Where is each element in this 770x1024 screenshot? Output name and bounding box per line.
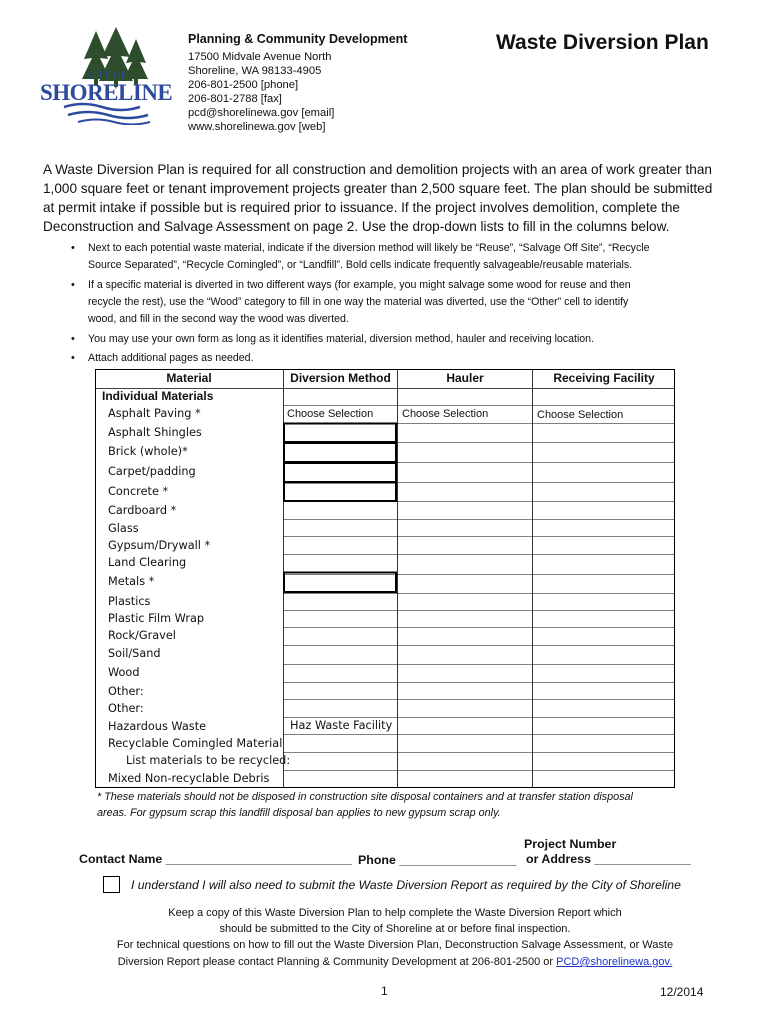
column-header-facility: Receiving Facility [553,371,655,385]
material-row-label: Recyclable Comingled Material [108,737,283,750]
material-row-label: Plastics [108,595,151,608]
logo-shoreline: SHORELINE [40,80,173,105]
material-row-label: Hazardous Waste [108,720,207,733]
intro-line: at permit intake if possible but is required prior to issuance. If the project involves demolition, complete the [43,200,680,215]
column-header-material: Material [166,371,212,385]
email-link[interactable]: PCD@shorelinewa.gov. [556,956,673,968]
bullet-text: Attach additional pages as needed. [88,352,254,364]
logo-city-of: CITY OF [87,71,127,81]
material-row-label: Rock/Gravel [108,629,176,642]
project-number-label: Project Number [524,837,617,851]
material-row-label: List materials to be recycled: [126,754,291,767]
org-name: Planning & Community Development [188,32,408,46]
page-number: 1 [381,984,388,998]
material-row-label: Cardboard * [108,504,177,517]
contact-name-field[interactable]: Contact Name ___________________________ [79,852,352,866]
material-row-label: Asphalt Shingles [108,426,202,439]
receiving-facility-select[interactable]: Choose Selection [537,409,624,421]
bullet-text: wood, and fill in the second way the wood was diverted. [88,313,349,325]
bullet-text: Source Separated”, “Recycle Comingled”, or “Landfill”. Bold cells indicate frequently salvageable/reusable materials. [88,259,633,271]
page-title: Waste Diversion Plan [496,31,709,54]
material-row-label: Concrete * [108,485,169,498]
material-row-label: Carpet/padding [108,465,196,478]
instruction-bullet [71,240,711,274]
closing-line [95,954,695,971]
closing-line: Keep a copy of this Waste Diversion Plan to help complete the Waste Diversion Report which [168,907,622,919]
bullet-text: recycle the rest), use the “Wood” category to fill in one way the material was diverted, use the “Other” cell to identify [88,296,629,308]
bullet-icon: • [71,352,75,364]
material-row-label: Metals * [108,575,155,588]
material-row-label: Land Clearing [108,556,187,569]
instruction-bullet [71,277,711,328]
bullet-text: You may use your own form as long as it identifies material, diversion method, hauler and receiving location. [88,333,595,345]
footnote [97,789,697,821]
intro-line: Deconstruction and Salvage Assessment on page 2. Use the drop-down lists to fill in the columns below. [43,219,670,234]
footnote-line: areas. For gypsum scrap this landfill disposal ban applies to new gypsum scrap only. [97,807,501,819]
material-row-label: Gypsum/Drywall * [108,539,211,552]
waste-table [95,369,675,788]
phone-field[interactable]: Phone _________________ [358,853,517,867]
haz-waste-facility-value: Haz Waste Facility [290,719,393,732]
email-line: pcd@shorelinewa.gov [email] [188,107,335,119]
material-row-label: Brick (whole)* [108,445,188,458]
phone-line: 206-801-2500 [phone] [188,79,299,91]
material-row-label: Other: [108,685,144,698]
footnote-line: * These materials should not be disposed in construction site disposal containers and at transfer station disposal [97,791,633,803]
bullet-icon: • [71,242,75,254]
address-line1: 17500 Midvale Avenue North [188,51,332,63]
material-row-label: Plastic Film Wrap [108,612,205,625]
bullet-text: If a specific material is diverted in two different ways (for example, you might salvage some wood for reuse and then [88,279,631,291]
address-field[interactable]: or Address ______________ [526,852,691,866]
web-line: www.shorelinewa.gov [web] [188,121,326,133]
column-header-method: Diversion Method [290,371,391,385]
diversion-method-select[interactable]: Choose Selection [287,408,374,420]
column-header-hauler: Hauler [446,371,484,385]
fax-line: 206-801-2788 [fax] [188,93,282,105]
closing-text: Diversion Report please contact Planning & Community Development at 206-801-2500 or [117,956,557,968]
intro-line: A Waste Diversion Plan is required for all construction and demolition projects with an area of work greater than [43,162,712,177]
city-of-shoreline-logo [38,25,180,125]
section-individual-materials: Individual Materials [102,389,214,403]
material-row-label: Other: [108,702,144,715]
acknowledge-text: I understand I will also need to submit the Waste Diversion Report as required by the City of Shoreline [131,878,681,892]
intro-line: 1,000 square feet or tenant improvement projects greater than 2,500 square feet. The plan should be submitted [43,181,713,196]
revision-date: 12/2014 [660,985,704,999]
material-row-label: Mixed Non-recyclable Debris [108,772,270,785]
hauler-select[interactable]: Choose Selection [402,408,489,420]
acknowledge-checkbox[interactable] [103,876,120,893]
address-line2: Shoreline, WA 98133-4905 [188,65,322,77]
closing-line: should be submitted to the City of Shoreline at or before final inspection. [219,923,571,935]
bullet-icon: • [71,279,75,291]
material-row-label: Wood [108,666,140,679]
closing-line: For technical questions on how to fill out the Waste Diversion Plan, Deconstruction Salvage Assessment, or Waste [116,939,674,951]
material-row-label: Asphalt Paving * [108,407,201,420]
material-row-label: Soil/Sand [108,647,161,660]
material-row-label: Glass [108,522,139,535]
bullet-text: Next to each potential waste material, indicate if the diversion method will likely be “Reuse”, “Salvage Off Site”, “Recycle [88,242,650,254]
intro-paragraph [43,160,733,236]
bullet-icon: • [71,333,75,345]
